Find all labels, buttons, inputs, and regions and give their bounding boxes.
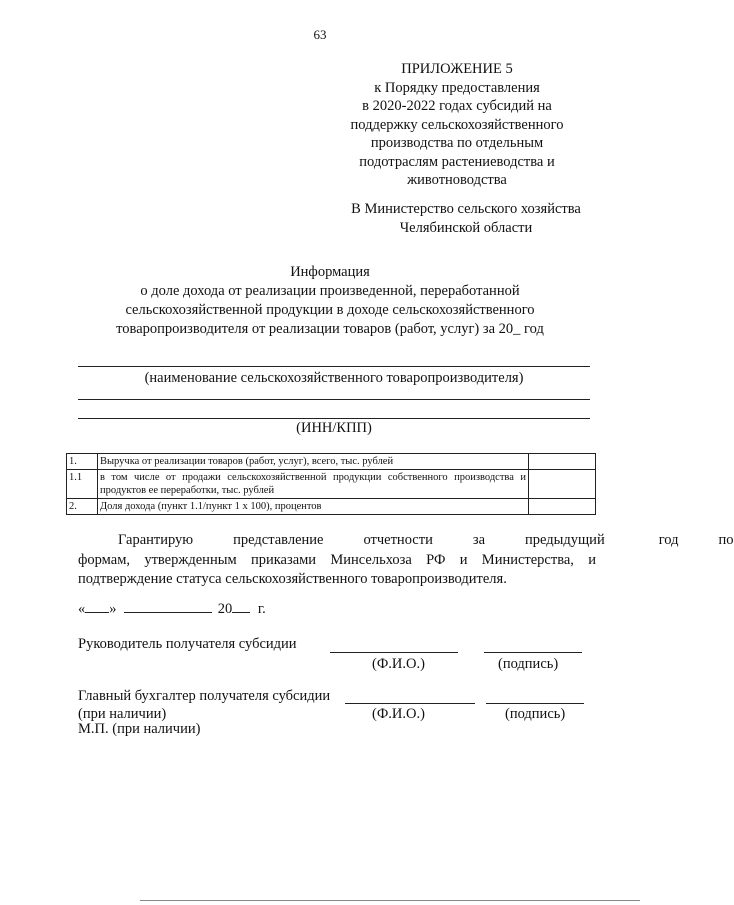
- day-blank[interactable]: [85, 600, 109, 613]
- info-heading: Информация: [290, 264, 370, 280]
- table-row: [67, 454, 596, 470]
- info-line: сельскохозяйственной продукции в доходе сельскохозяйственного: [125, 302, 535, 318]
- word: Министерства,: [481, 551, 574, 568]
- close-quote: »: [109, 601, 117, 617]
- accountant-signature-caption: (подпись): [505, 706, 566, 722]
- word: утвержденным: [144, 551, 237, 568]
- row-text: Выручка от реализации товаров (работ, услуг), всего, тыс. рублей: [98, 454, 529, 470]
- date-line: [78, 600, 266, 618]
- guarantee-line-3: подтверждение статуса сельскохозяйственного товаропроизводителя.: [78, 571, 507, 587]
- word: и: [588, 551, 596, 568]
- month-blank[interactable]: [124, 600, 212, 613]
- word: приказами: [250, 551, 317, 568]
- word: за: [472, 532, 486, 548]
- accountant-if-any: (при наличии): [78, 706, 167, 722]
- appendix-line: животноводства: [407, 172, 507, 188]
- appendix-line: к Порядку предоставления: [374, 79, 540, 96]
- word: по: [718, 532, 734, 548]
- head-signature-caption: (подпись): [498, 656, 559, 672]
- word: год: [658, 532, 679, 548]
- appendix-title: ПРИЛОЖЕНИЕ 5: [401, 61, 513, 77]
- stamp-note: М.П. (при наличии): [78, 721, 201, 737]
- income-table: [66, 453, 596, 515]
- row-value-cell[interactable]: [529, 454, 596, 470]
- word: Гарантирую: [118, 532, 194, 548]
- row-text: Доля дохода (пункт 1.1/пункт 1 х 100), процентов: [98, 499, 529, 515]
- info-line: о доле дохода от реализации произведенной, переработанной: [140, 283, 520, 299]
- row-value-cell[interactable]: [529, 470, 596, 499]
- word: Минсельхоза: [330, 551, 412, 568]
- page-number: 63: [313, 27, 327, 42]
- word: формам,: [78, 551, 130, 568]
- accountant-signature-line[interactable]: [486, 703, 584, 704]
- head-signature-line[interactable]: [484, 652, 582, 653]
- year-blank[interactable]: [232, 600, 250, 613]
- row-number: 2.: [67, 499, 98, 515]
- producer-name-line[interactable]: [78, 366, 590, 367]
- accountant-fio-caption: (Ф.И.О.): [372, 706, 425, 722]
- guarantee-line-1: [78, 531, 734, 551]
- addressee-block: [320, 200, 612, 238]
- word: отчетности: [363, 532, 433, 548]
- scan-edge-line: [140, 900, 640, 901]
- inn-kpp-line[interactable]: [78, 418, 590, 419]
- addressee-line: Челябинской области: [399, 220, 533, 236]
- addressee-line: В Министерство сельского хозяйства: [351, 201, 581, 217]
- word: предыдущий: [525, 532, 605, 548]
- year-prefix: 20: [217, 601, 233, 617]
- word: представление: [233, 532, 324, 548]
- inn-kpp-caption: (ИНН/КПП): [296, 420, 372, 436]
- year-suffix: г.: [257, 601, 266, 617]
- row-text: в том числе от продажи сельскохозяйственной продукции собственного производства и продуктов ее переработки, тыс. рублей: [98, 470, 529, 499]
- head-fio-line[interactable]: [330, 652, 458, 653]
- appendix-line: в 2020-2022 годах субсидий на: [362, 98, 552, 114]
- appendix-line: подотраслям растениеводства и: [359, 153, 555, 170]
- producer-name-caption: (наименование сельскохозяйственного товаропроизводителя): [144, 370, 524, 386]
- word: РФ: [426, 551, 446, 568]
- table-row: [67, 499, 596, 515]
- info-title-block: [60, 263, 600, 339]
- row-number: 1.1: [67, 470, 98, 499]
- producer-name-line-2[interactable]: [78, 399, 590, 400]
- head-fio-caption: (Ф.И.О.): [372, 656, 425, 672]
- row-number: 1.: [67, 454, 98, 470]
- info-line: товаропроизводителя от реализации товаров (работ, услуг) за 20_ год: [116, 321, 544, 337]
- table-row: [67, 470, 596, 499]
- word: и: [459, 551, 468, 568]
- row-value-cell[interactable]: [529, 499, 596, 515]
- accountant-fio-line[interactable]: [345, 703, 475, 704]
- appendix-line: производства по отдельным: [370, 135, 544, 151]
- open-quote: «: [78, 601, 86, 617]
- appendix-block: [332, 60, 582, 190]
- guarantee-paragraph: [78, 531, 734, 590]
- head-label: Руководитель получателя субсидии: [78, 636, 297, 652]
- appendix-line: поддержку сельскохозяйственного: [350, 116, 564, 133]
- guarantee-line-2: [78, 551, 596, 571]
- accountant-label: Главный бухгалтер получателя субсидии: [78, 688, 331, 704]
